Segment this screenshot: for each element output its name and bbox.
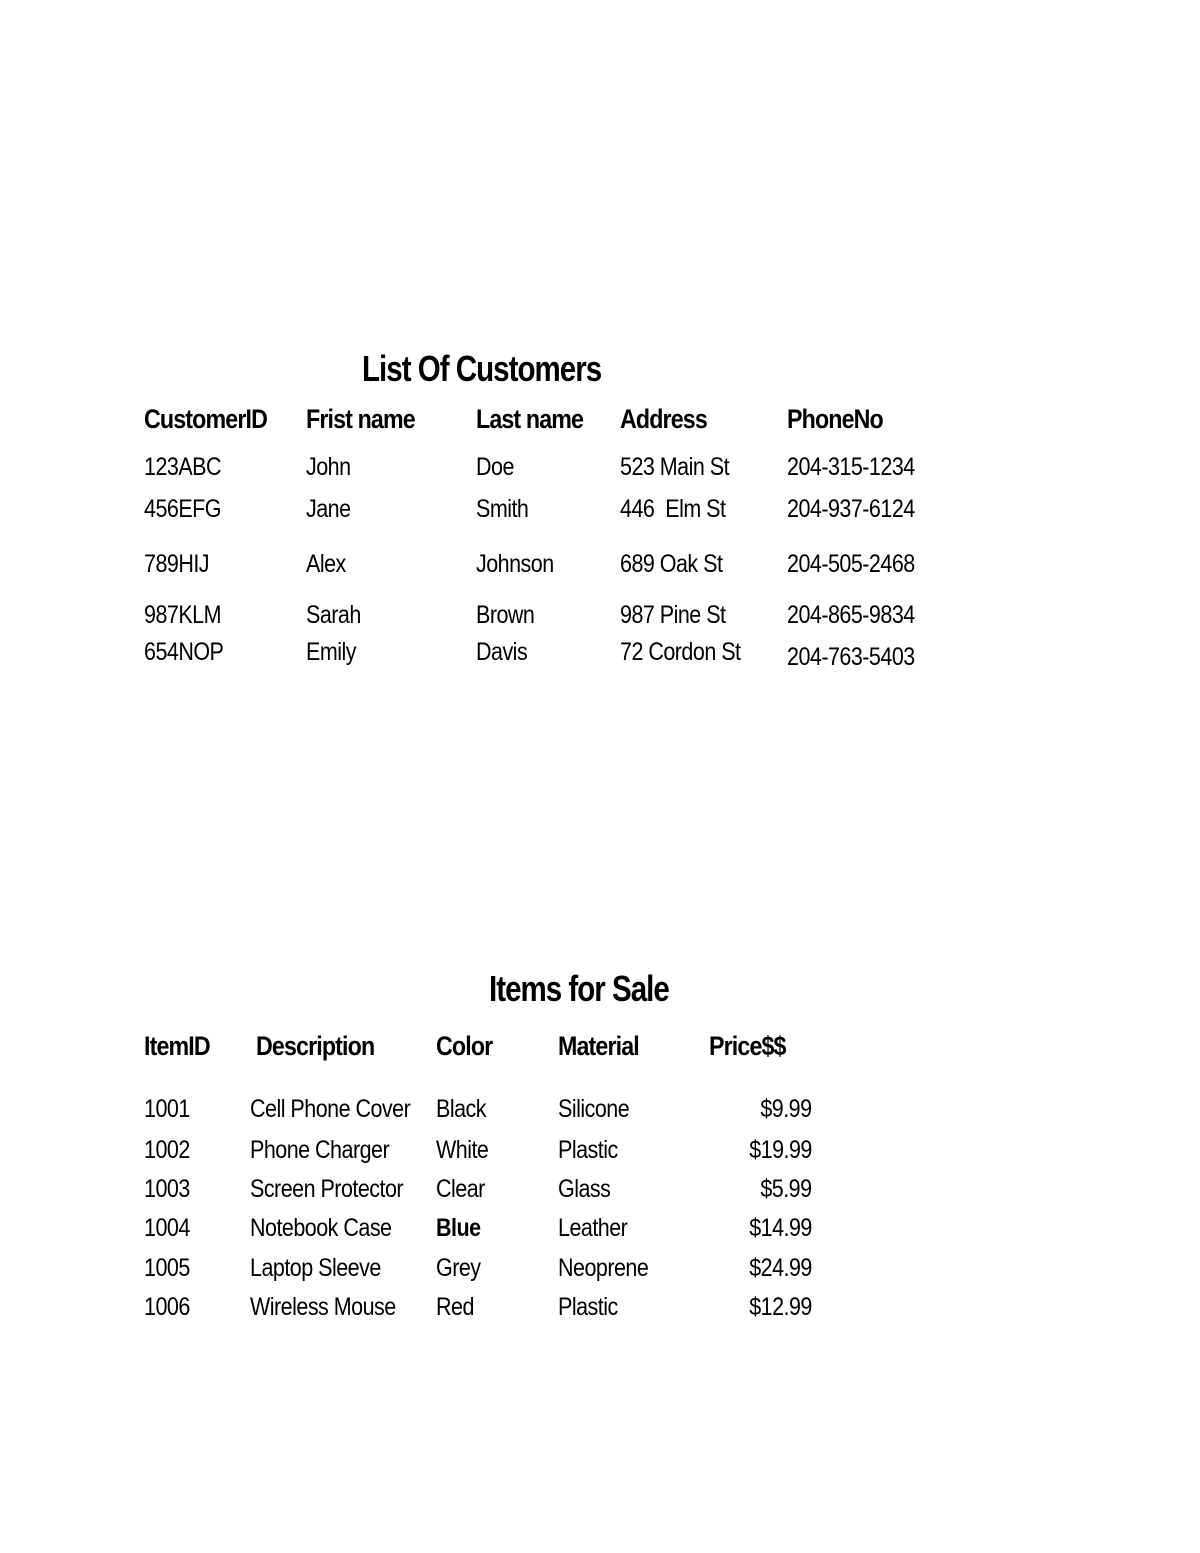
item-cell-price: $24.99 <box>749 1254 812 1282</box>
item-cell-description: Wireless Mouse <box>250 1293 396 1321</box>
item-cell-description: Phone Charger <box>250 1136 390 1164</box>
customers-header-address: Address <box>620 404 707 434</box>
customers-header-customerid: CustomerID <box>144 404 268 434</box>
customers-header-phoneno: PhoneNo <box>787 404 883 434</box>
customers-header-first-name: Frist name <box>306 404 415 434</box>
customer-cell-first-name: John <box>306 453 351 481</box>
item-cell-price: $12.99 <box>749 1293 812 1321</box>
item-cell-description: Cell Phone Cover <box>250 1095 411 1123</box>
customer-cell-address: 987 Pine St <box>620 601 726 629</box>
item-cell-material: Leather <box>558 1214 628 1242</box>
item-cell-id: 1003 <box>144 1175 190 1203</box>
item-cell-material: Glass <box>558 1175 611 1203</box>
customer-cell-last-name: Johnson <box>476 550 554 578</box>
customer-cell-address: 523 Main St <box>620 453 730 481</box>
customer-cell-id: 123ABC <box>144 453 221 481</box>
customer-cell-first-name: Alex <box>306 550 346 578</box>
item-cell-color: Blue <box>436 1214 481 1242</box>
customer-cell-id: 987KLM <box>144 601 221 629</box>
item-cell-id: 1004 <box>144 1214 190 1242</box>
items-header-color: Color <box>436 1031 493 1061</box>
item-cell-material: Silicone <box>558 1095 630 1123</box>
customer-cell-address: 446 Elm St <box>620 495 726 523</box>
item-cell-price: $19.99 <box>749 1136 812 1164</box>
customer-cell-last-name: Smith <box>476 495 529 523</box>
customers-title: List Of Customers <box>362 348 602 389</box>
customers-header-last-name: Last name <box>476 404 584 434</box>
item-cell-color: White <box>436 1136 489 1164</box>
item-cell-id: 1005 <box>144 1254 190 1282</box>
customer-cell-last-name: Doe <box>476 453 514 481</box>
customer-cell-phone: 204-937-6124 <box>787 495 915 523</box>
item-cell-color: Black <box>436 1095 487 1123</box>
items-header-material: Material <box>558 1031 639 1061</box>
customer-cell-first-name: Jane <box>306 495 351 523</box>
item-cell-price: $14.99 <box>749 1214 812 1242</box>
item-cell-color: Grey <box>436 1254 481 1282</box>
item-cell-material: Plastic <box>558 1293 618 1321</box>
customer-cell-first-name: Emily <box>306 638 356 666</box>
item-cell-color: Clear <box>436 1175 485 1203</box>
customer-cell-id: 789HIJ <box>144 550 210 578</box>
item-cell-id: 1001 <box>144 1095 190 1123</box>
customer-cell-phone: 204-505-2468 <box>787 550 915 578</box>
item-cell-description: Screen Protector <box>250 1175 404 1203</box>
items-title: Items for Sale <box>489 968 669 1009</box>
customer-cell-address: 72 Cordon St <box>620 638 741 666</box>
customer-cell-phone: 204-865-9834 <box>787 601 915 629</box>
item-cell-description: Laptop Sleeve <box>250 1254 381 1282</box>
item-cell-id: 1002 <box>144 1136 190 1164</box>
item-cell-color: Red <box>436 1293 474 1321</box>
item-cell-material: Plastic <box>558 1136 618 1164</box>
customer-cell-last-name: Davis <box>476 638 528 666</box>
items-header-itemid: ItemID <box>144 1031 210 1061</box>
items-header-price: Price$$ <box>709 1031 786 1061</box>
customer-cell-phone: 204-315-1234 <box>787 453 915 481</box>
customer-cell-address: 689 Oak St <box>620 550 723 578</box>
item-cell-price: $5.99 <box>760 1175 812 1203</box>
item-cell-description: Notebook Case <box>250 1214 392 1242</box>
customer-cell-id: 456EFG <box>144 495 221 523</box>
item-cell-id: 1006 <box>144 1293 190 1321</box>
customer-cell-id: 654NOP <box>144 638 224 666</box>
items-header-description: Description <box>256 1031 375 1061</box>
item-cell-material: Neoprene <box>558 1254 649 1282</box>
customer-cell-last-name: Brown <box>476 601 535 629</box>
item-cell-price: $9.99 <box>760 1095 812 1123</box>
customer-cell-first-name: Sarah <box>306 601 361 629</box>
customer-cell-phone: 204-763-5403 <box>787 643 915 671</box>
